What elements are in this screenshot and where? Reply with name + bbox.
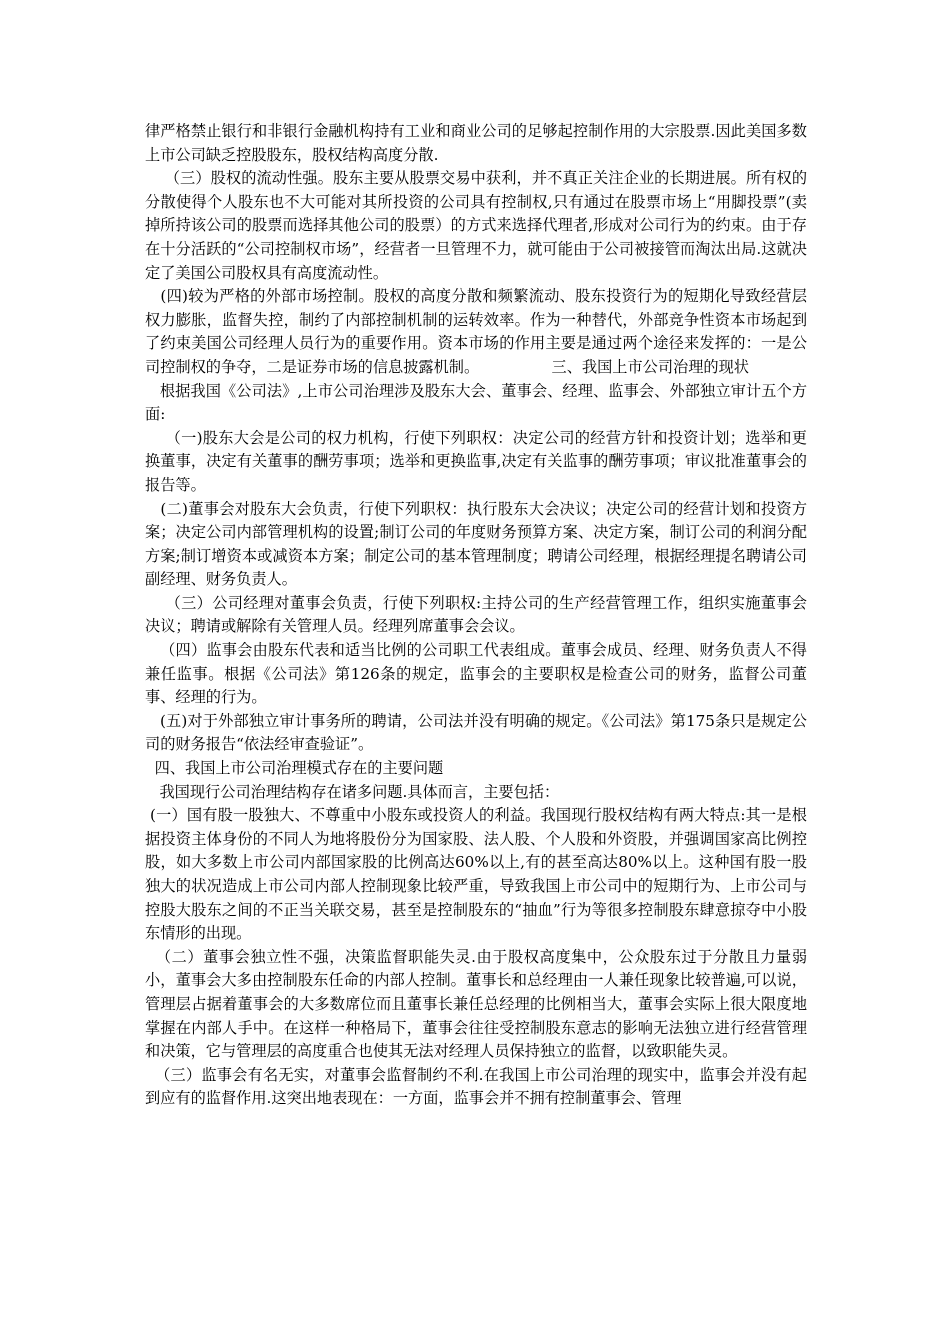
paragraph-1: 律严格禁止银行和非银行金融机构持有工业和商业公司的足够起控制作用的大宗股票.因此美国多数上市公司缺乏控股股东，股权结构高度分散. — [145, 122, 807, 164]
paragraph-5: （一)股东大会是公司的权力机构，行使下列职权：决定公司的经营方针和投资计划；选举和更换董事，决定有关董事的酬劳事项；选举和更换监事,决定有关监事的酬劳事项；审议批准董事会的报告等。 — [145, 428, 807, 494]
paragraph-9: (五)对于外部独立审计事务所的聘请，公司法并没有明确的规定。《公司法》第175条只是规定公司的财务报告“依法经审查验证”。 — [145, 711, 807, 754]
paragraph-6: (二)董事会对股东大会负责，行使下列职权：执行股东大会决议；决定公司的经营计划和投资方案；决定公司内部管理机构的设置;制订公司的年度财务预算方案、决定方案，制订公司的利润分配方案;制订增资本或减资本方案；制定公司的基本管理制度；聘请公司经理，根据经理提名聘请公司副经理、财务负责人。 — [145, 499, 808, 589]
paragraph-13: （二）董事会独立性不强，决策监督职能失灵.由于股权高度集中，公众股东过于分散且力量弱小，董事会大多由控制股东任命的内部人控制。董事长和总经理由一人兼任现象比较普遍,可以说，管理层占据着董事会的大多数席位而且董事长兼任总经理的比例相当大，董事会实际上很大限度地掌握在内部人手中。在这样一种格局下，董事会往往受控制股东意志的影响无法独立进行经营管理和决策，它与管理层的高度重合也使其无法对经理人员保持独立的监督，以致职能失灵。 — [145, 947, 808, 1061]
paragraph-2: （三）股权的流动性强。股东主要从股票交易中获利，并不真正关注企业的长期进展。所有权的分散使得个人股东也不大可能对其所投资的公司具有控制权,只有通过在股票市场上“用脚投票”(卖掉所持该公司的股票而选择其他公司的股票）的方式来选择代理者,形成对公司行为的约束。由于存在十分活跃的“公司控制权市场”，经营者一旦管理不力，就可能由于公司被接管而淘汰出局.这就决定了美国公司股权具有高度流动性。 — [145, 169, 808, 282]
document-body — [145, 120, 807, 1111]
paragraph-4: 根据我国《公司法》,上市公司治理涉及股东大会、董事会、经理、监事会、外部独立审计五个方面: — [145, 381, 808, 424]
paragraph-12: (一）国有股一股独大、不尊重中小股东或投资人的利益。我国现行股权结构有两大特点:其一是根据投资主体身份的不同人为地将股份分为国家股、法人股、个人股和外资股，并强调国家高比例控股，如大多数上市公司内部国家股的比例高达60%以上,有的甚至高达80%以上。这种国有股一股独大的状况造成上市公司内部人控制现象比较严重，导致我国上市公司中的短期行为、上市公司与控股大股东之间的不正当关联交易，甚至是控制股东的“抽血”行为等很多控制股东肆意掠夺中小股东情形的出现。 — [145, 806, 807, 943]
paragraph-14: （三）监事会有名无实，对董事会监督制约不利.在我国上市公司治理的现实中，监事会并没有起到应有的监督作用.这突出地表现在：一方面，监事会并不拥有控制董事会、管理 — [145, 1065, 807, 1108]
paragraph-7: （三）公司经理对董事会负责，行使下列职权:主持公司的生产经营管理工作，组织实施董事会决议；聘请或解除有关管理人员。经理列席董事会会议。 — [145, 593, 807, 636]
paragraph-3: (四)较为严格的外部市场控制。股权的高度分散和频繁流动、股东投资行为的短期化导致经营层权力膨胀，监督失控，制约了内部控制机制的运转效率。作为一种替代，外部竞争性资本市场起到了约束美国公司经理人员行为的重要作用。资本市场的作用主要是通过两个途径来发挥的：一是公司控制权的争夺，二是证券市场的信息披露机制。 三、我国上市公司治理的现状 — [145, 287, 808, 376]
section-heading: 四、我国上市公司治理模式存在的主要问题 — [145, 759, 444, 778]
paragraph-11: 我国现行公司治理结构存在诸多问题.具体而言，主要包括： — [145, 782, 560, 801]
paragraph-8: （四）监事会由股东代表和适当比例的公司职工代表组成。董事会成员、经理、财务负责人不得兼任监事。根据《公司法》第126条的规定，监事会的主要职权是检查公司的财务，监督公司董事、经理的行为。 — [145, 641, 807, 707]
